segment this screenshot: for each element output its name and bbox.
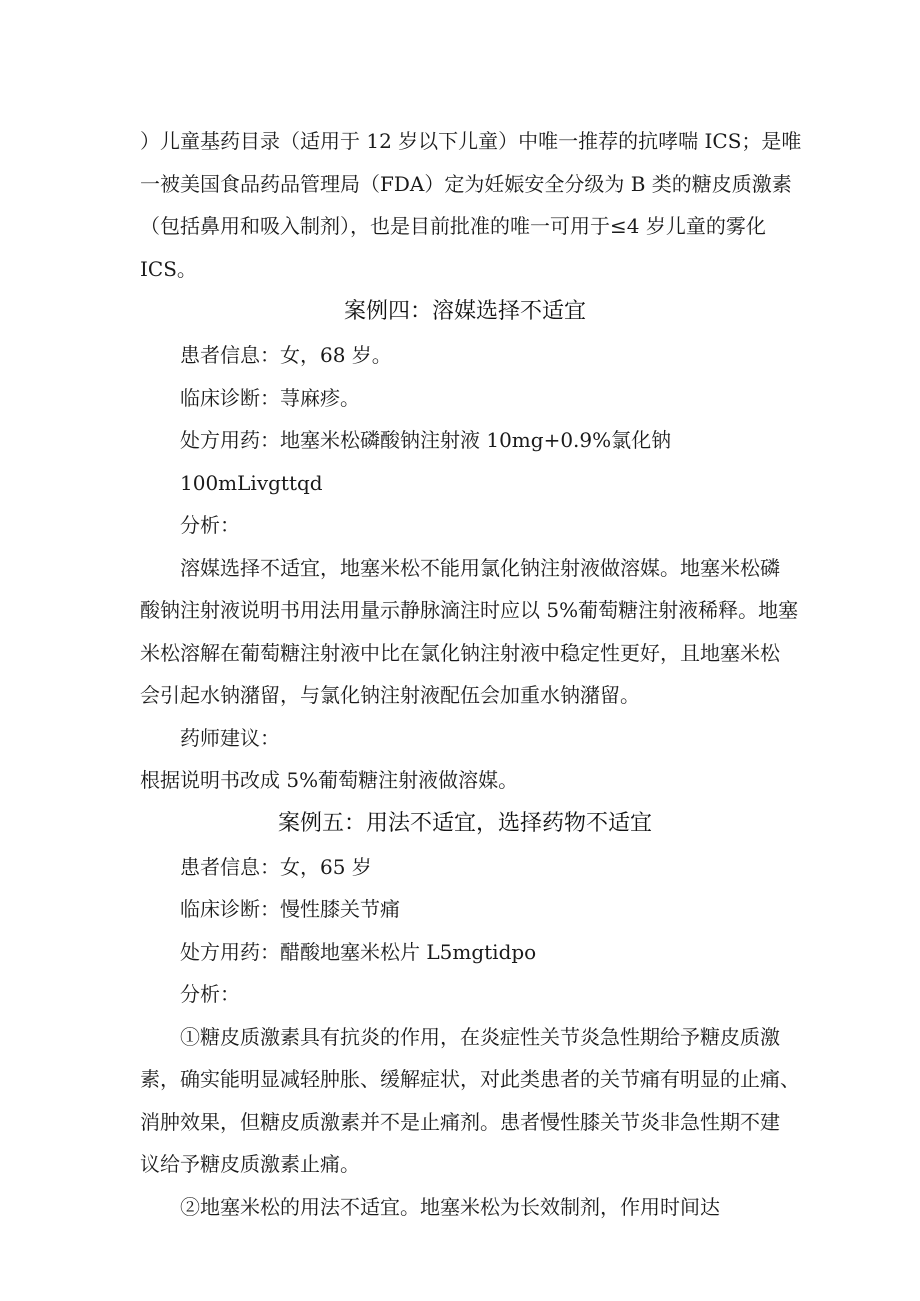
document-body	[140, 120, 802, 1228]
case5-prescription: 处方用药：醋酸地塞米松片 L5mgtidpo	[180, 939, 537, 964]
case5-point1-line: 议给予糖皮质激素止痛。	[140, 1152, 360, 1176]
intro-line: 一被美国食品药品管理局（FDA）定为妊娠安全分级为 B 类的糖皮质激素	[140, 171, 792, 196]
case4-analysis-line: 溶媒选择不适宜，地塞米松不能用氯化钠注射液做溶媒。地塞米松磷	[180, 555, 780, 580]
case4-diagnosis: 临床诊断：荨麻疹。	[180, 385, 360, 410]
case5-point1-line: 消肿效果，但糖皮质激素并不是止痛剂。患者慢性膝关节炎非急性期不建	[140, 1109, 780, 1134]
case4-prescription: 处方用药：地塞米松磷酸钠注射液 10mg+0.9%氯化钠 100mLivgttqd	[180, 428, 672, 495]
intro-line: ）儿童基药目录（适用于 12 岁以下儿童）中唯一推荐的抗哮喘 ICS；是唯	[140, 129, 802, 153]
case5-point1-line: ①糖皮质激素具有抗炎的作用，在炎症性关节炎急性期给予糖皮质激	[180, 1024, 780, 1049]
case4-title: 案例四：溶媒选择不适宜	[343, 299, 586, 324]
case4-patient-info: 患者信息：女，68 岁。	[180, 343, 392, 367]
case4-analysis-line: 酸钠注射液说明书用法用量示静脉滴注时应以 5%葡萄糖注射液稀释。地塞	[140, 598, 799, 622]
case5-title: 案例五：用法不适宜，选择药物不适宜	[277, 810, 652, 836]
case4-analysis-line: 会引起水钠潴留，与氯化钠注射液配伍会加重水钠潴留。	[140, 683, 640, 707]
case5-analysis-label: 分析：	[180, 982, 240, 1006]
intro-paragraph	[140, 120, 802, 290]
case4-advice: 根据说明书改成 5%葡萄糖注射液做溶媒。	[140, 768, 519, 792]
intro-line: ICS。	[140, 256, 197, 281]
case5-point2-paragraph	[140, 1186, 790, 1229]
case4-analysis-line: 米松溶解在葡萄糖注射液中比在氯化钠注射液中稳定性更好，且地塞米松	[140, 640, 780, 665]
case5-diagnosis: 临床诊断：慢性膝关节痛	[180, 897, 400, 921]
case5-point2-line: ②地塞米松的用法不适宜。地塞米松为长效制剂，作用时间达	[180, 1194, 720, 1219]
intro-line: （包括鼻用和吸入制剂），也是目前批准的唯一可用于≤4 岁儿童的雾化	[140, 214, 766, 238]
case4-analysis-paragraph	[140, 547, 799, 717]
case5-point1-line: 素，确实能明显减轻肿胀、缓解症状，对此类患者的关节痛有明显的止痛、	[140, 1067, 800, 1091]
case4-advice-label: 药师建议：	[180, 725, 280, 750]
case4-analysis-label: 分析：	[180, 513, 240, 537]
case5-point1-paragraph	[140, 1016, 800, 1186]
case5-patient-info: 患者信息：女，65 岁	[180, 854, 372, 879]
